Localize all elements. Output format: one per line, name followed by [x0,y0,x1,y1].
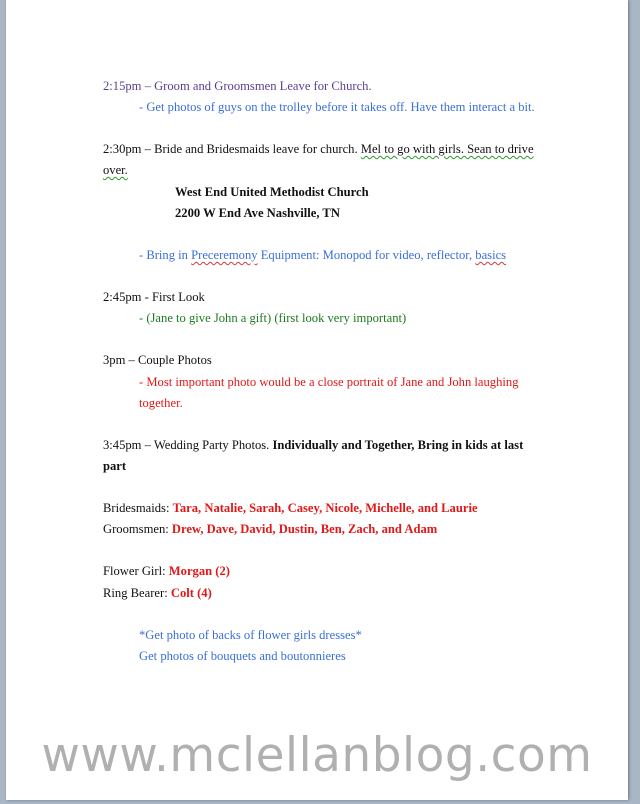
bride-leave-text: 2:30pm – Bride and Bridesmaids leave for church. [103,142,361,156]
bridesmaids-line [103,500,478,516]
groomsmen-line [103,521,437,537]
groom-leave-heading [103,78,372,94]
couple-note-line2: together. [139,396,183,410]
time-215: 2:15pm [103,79,142,93]
bridesmaids-names: Tara, Natalie, Sarah, Casey, Nicole, Michelle, and Laurie [172,501,478,515]
venue-name [175,184,369,200]
wedding-party-title: 3:45pm – Wedding Party Photos. [103,438,273,452]
couple-photos-heading: 3pm – Couple Photos [103,353,212,367]
groomsmen-names: Drew, Dave, David, Dustin, Ben, Zach, and Adam [171,522,438,536]
document-page [6,0,628,800]
bridesmaids-label: Bridesmaids: [103,501,173,515]
final-note-bouquets: Get photos of bouquets and boutonnieres [139,649,346,663]
venue-name-text: West End United Methodist Church [175,185,369,199]
flower-girl-name: Morgan (2) [168,564,230,578]
wedding-party-heading [103,437,523,453]
ring-bearer-line [103,585,212,601]
groom-leave-title: – Groom and Groomsmen Leave for Church. [141,79,372,93]
equip-middle: Equipment: Monopod for video, reflector, [257,248,476,262]
flower-girl-label: Flower Girl: [103,564,169,578]
ring-bearer-name: Colt (4) [170,586,212,600]
ring-bearer-label: Ring Bearer: [103,586,171,600]
wedding-party-continued [103,458,126,474]
first-look-heading: 2:45pm - First Look [103,290,205,304]
equip-prefix: - Bring in [139,248,192,262]
wedding-party-bold: Individually and Together, Bring in kids at last [272,438,524,452]
bride-leave-heading [103,141,534,157]
groomsmen-label: Groomsmen: [103,522,172,536]
watermark-text: www.mclellanblog.com [41,728,593,783]
final-note-dresses: *Get photo of backs of flower girls dresses* [139,628,362,642]
bride-leave-continued [103,162,128,178]
flower-girl-line [103,563,230,579]
couple-note-line1: - Most important photo would be a close portrait of Jane and John laughing [139,375,519,389]
basics-word: basics [475,248,507,262]
part-text: part [103,459,127,473]
over-text: over. [103,163,128,177]
equipment-note [139,247,506,263]
venue-address-text: 2200 W End Ave Nashville, TN [175,206,340,220]
first-look-note: - (Jane to give John a gift) (first look very important) [139,311,407,325]
mel-sean-note: Mel to go with girls. Sean to drive [360,142,534,156]
trolley-note: - Get photos of guys on the trolley before it takes off. Have them interact a bit. [139,100,535,114]
venue-address [175,205,340,221]
preceremony-word: Preceremony [191,248,258,262]
